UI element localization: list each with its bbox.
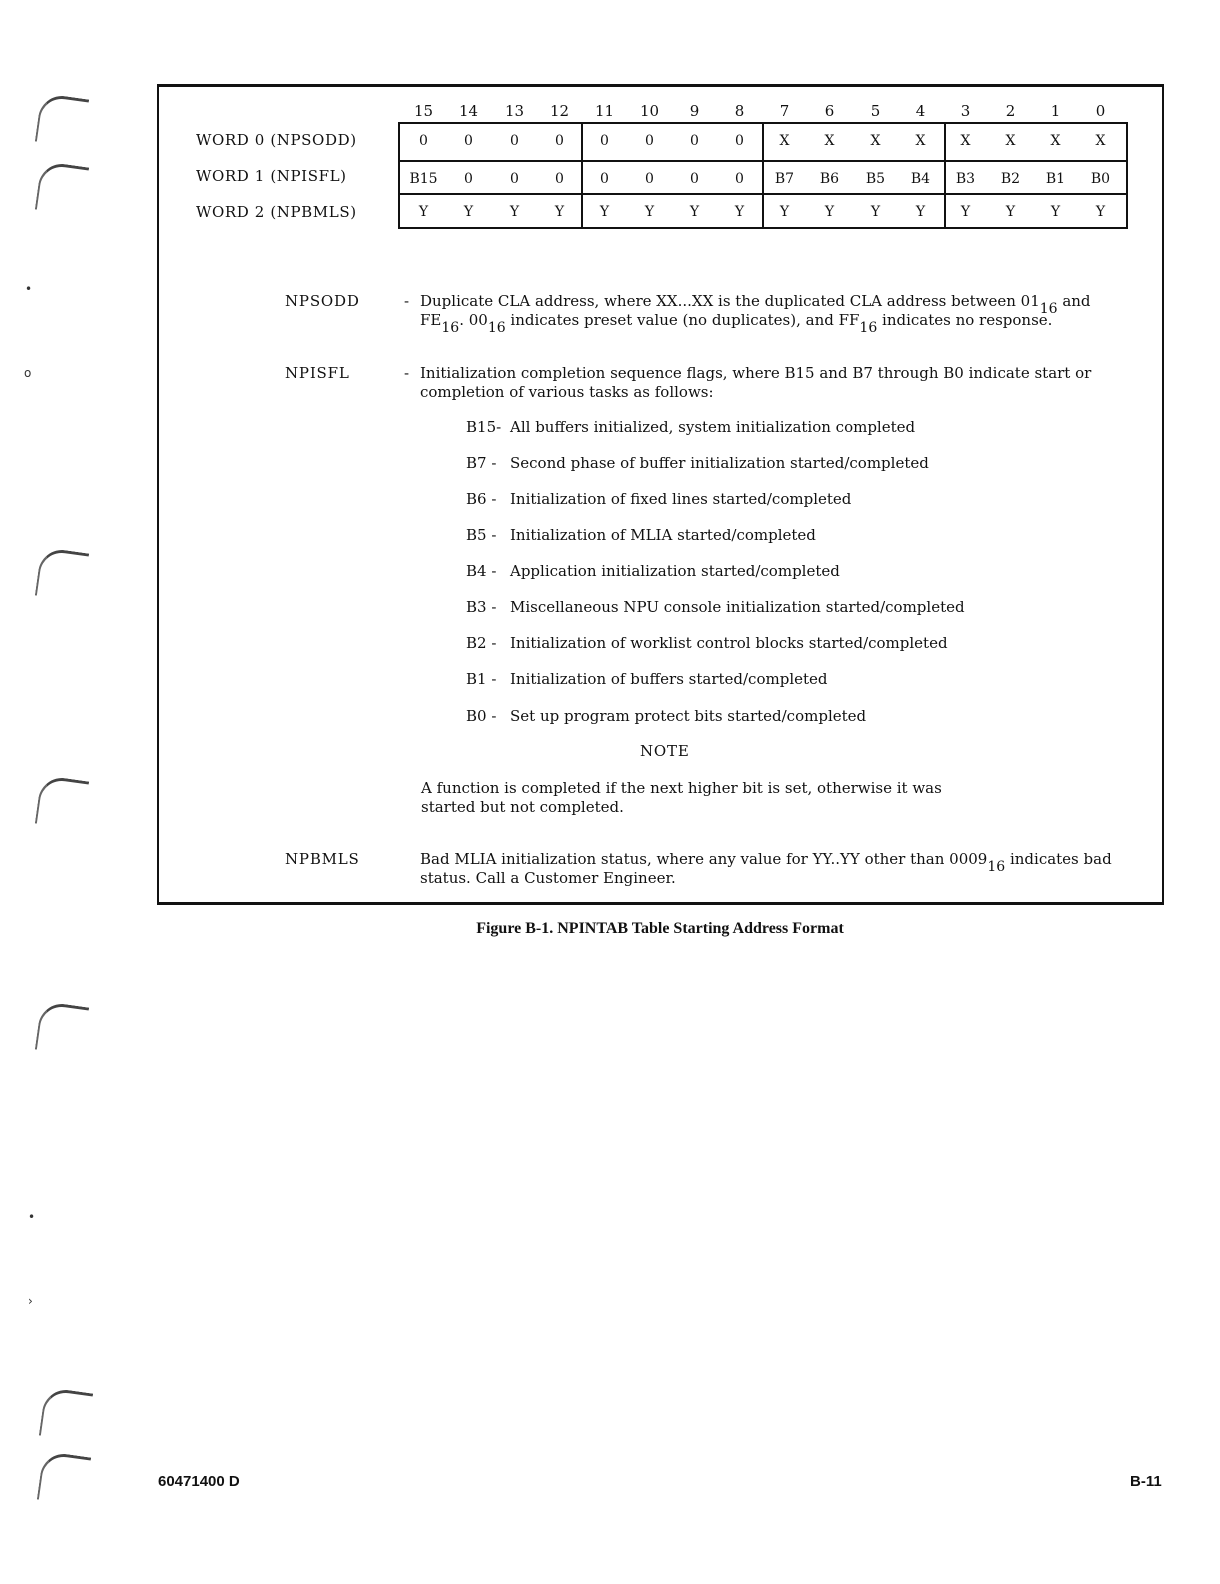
- flag-id: B6 -: [466, 490, 497, 508]
- bit-cell: B15: [409, 171, 438, 187]
- flag-id: B0 -: [466, 707, 497, 725]
- bit-cell: B6: [819, 171, 840, 187]
- flag-id: B1 -: [466, 670, 497, 688]
- scan-speck: •: [28, 1210, 36, 1224]
- npbmls-subscript: 16: [987, 859, 1006, 875]
- bit-cell: 0: [555, 133, 564, 149]
- npisfl-body: Initialization completion sequence flags, where B15 and B7 through B0 indicate start or completion of various tasks as follows:: [420, 364, 1092, 401]
- bit-layout-grid: [398, 122, 1128, 229]
- flag-id: B7 -: [466, 454, 497, 472]
- npsodd-subscript-1: 16: [1039, 301, 1058, 317]
- bit-number: 14: [458, 102, 479, 120]
- bit-number: 2: [1005, 102, 1016, 120]
- bit-number: 12: [549, 102, 570, 120]
- bit-cell: X: [1005, 133, 1016, 149]
- binder-hole-mark: [35, 547, 89, 602]
- bit-cell: 0: [464, 133, 473, 149]
- flag-text: Application initialization started/completed: [510, 562, 840, 580]
- binder-hole-mark: [35, 93, 89, 148]
- npisfl-dash: -: [404, 364, 410, 382]
- flag-text: Set up program protect bits started/completed: [510, 707, 867, 725]
- bit-cell: Y: [779, 204, 790, 220]
- bit-cell: 0: [645, 133, 654, 149]
- term-npbmls: NPBMLS: [285, 850, 360, 868]
- flag-text: Initialization of fixed lines started/completed: [510, 490, 852, 508]
- flag-text: All buffers initialized, system initialization completed: [510, 418, 916, 436]
- bit-cell: Y: [1050, 204, 1061, 220]
- bit-cell: Y: [554, 204, 565, 220]
- flag-text: Miscellaneous NPU console initialization started/completed: [510, 598, 965, 616]
- bit-cell: Y: [418, 204, 429, 220]
- bit-cell: Y: [509, 204, 520, 220]
- bit-number: 3: [960, 102, 971, 120]
- bit-cell: Y: [1095, 204, 1106, 220]
- bit-cell: Y: [1005, 204, 1016, 220]
- flag-item: [466, 598, 965, 616]
- bit-cell: B1: [1045, 171, 1066, 187]
- scan-speck: o: [24, 366, 32, 380]
- word-2-label: WORD 2 (NPBMLS): [196, 203, 357, 221]
- bit-cell: B0: [1090, 171, 1111, 187]
- binder-hole-mark: [37, 1451, 91, 1506]
- bit-number: 8: [734, 102, 745, 120]
- bit-number: 15: [413, 102, 434, 120]
- binder-hole-mark: [35, 1001, 89, 1056]
- bit-cell: 0: [555, 171, 564, 187]
- bit-cell: X: [915, 133, 926, 149]
- bit-number: 9: [689, 102, 700, 120]
- npsodd-text-3: . 00: [459, 311, 488, 329]
- npsodd-subscript-4: 16: [859, 320, 878, 336]
- flag-text: Initialization of worklist control blocks started/completed: [510, 634, 948, 652]
- bit-cell: X: [779, 133, 790, 149]
- flag-id: B5 -: [466, 526, 497, 544]
- bit-cell: Y: [463, 204, 474, 220]
- term-npsodd: NPSODD: [285, 292, 360, 310]
- bit-number: 11: [594, 102, 615, 120]
- flag-item: [466, 418, 915, 436]
- bit-cell: Y: [689, 204, 700, 220]
- npisfl-description: [404, 364, 1134, 401]
- bit-cell: B7: [774, 171, 795, 187]
- page-number: B-11: [1130, 1473, 1162, 1490]
- npbmls-text-2: indicates bad status. Call a Customer Engineer.: [420, 850, 1112, 887]
- flag-item: [466, 454, 929, 472]
- bit-cell: X: [960, 133, 971, 149]
- flag-item: [466, 707, 866, 725]
- bit-cell: 0: [645, 171, 654, 187]
- flag-id: B3 -: [466, 598, 497, 616]
- flag-text: Initialization of MLIA started/completed: [510, 526, 816, 544]
- bit-number: 10: [639, 102, 660, 120]
- note-title: NOTE: [640, 742, 690, 760]
- bit-number: 13: [504, 102, 525, 120]
- npsodd-text-4: indicates preset value (no duplicates), and FF: [505, 311, 860, 329]
- npsodd-body: [420, 292, 1134, 336]
- bit-cell: X: [824, 133, 835, 149]
- bit-cell: 0: [600, 171, 609, 187]
- bit-number: 5: [870, 102, 881, 120]
- bit-cell: 0: [419, 133, 428, 149]
- bit-number: 1: [1050, 102, 1061, 120]
- flag-id: B4 -: [466, 562, 497, 580]
- bit-cell: 0: [690, 133, 699, 149]
- flag-item: [466, 490, 851, 508]
- flag-item: [466, 670, 828, 688]
- npsodd-subscript-2: 16: [441, 320, 460, 336]
- scan-speck: •: [25, 282, 33, 296]
- bit-cell: 0: [600, 133, 609, 149]
- word-0-label: WORD 0 (NPSODD): [196, 131, 357, 149]
- bit-cell: B5: [865, 171, 886, 187]
- npsodd-text-5: indicates no response.: [877, 311, 1053, 329]
- bit-number: 6: [824, 102, 835, 120]
- npsodd-text-1: Duplicate CLA address, where XX...XX is the duplicated CLA address between 01: [420, 292, 1040, 310]
- flag-id: B15-: [466, 418, 502, 436]
- bit-cell: B3: [955, 171, 976, 187]
- bit-cell: Y: [599, 204, 610, 220]
- document-number: 60471400 D: [158, 1473, 240, 1490]
- bit-cell: X: [870, 133, 881, 149]
- bit-cell: 0: [510, 171, 519, 187]
- flag-id: B2 -: [466, 634, 497, 652]
- bit-cell: 0: [510, 133, 519, 149]
- npbmls-text-1: Bad MLIA initialization status, where any value for YY..YY other than 0009: [420, 850, 988, 868]
- bit-cell: 0: [735, 171, 744, 187]
- word-1-label: WORD 1 (NPISFL): [196, 167, 347, 185]
- flag-text: Initialization of buffers started/completed: [510, 670, 828, 688]
- bit-cell: X: [1050, 133, 1061, 149]
- bit-cell: Y: [734, 204, 745, 220]
- bit-cell: Y: [824, 204, 835, 220]
- bit-cell: Y: [870, 204, 881, 220]
- flag-item: [466, 562, 840, 580]
- bit-cell: Y: [915, 204, 926, 220]
- npsodd-subscript-3: 16: [487, 320, 506, 336]
- bit-cell: Y: [644, 204, 655, 220]
- nibble-separator: [762, 124, 764, 227]
- bit-cell: 0: [464, 171, 473, 187]
- flag-item: [466, 634, 948, 652]
- nibble-separator: [944, 124, 946, 227]
- bit-cell: 0: [735, 133, 744, 149]
- bit-number: 7: [779, 102, 790, 120]
- npsodd-text-2: and FE: [420, 292, 1091, 329]
- bit-cell: Y: [960, 204, 971, 220]
- term-npisfl: NPISFL: [285, 364, 350, 382]
- nibble-separator: [581, 124, 583, 227]
- npsodd-dash: -: [404, 292, 410, 310]
- note-text: A function is completed if the next higher bit is set, otherwise it was started but not completed.: [421, 779, 942, 816]
- npsodd-description: [404, 292, 1134, 336]
- bit-number: 0: [1095, 102, 1106, 120]
- bit-cell: X: [1095, 133, 1106, 149]
- bit-cell: 0: [690, 171, 699, 187]
- npbmls-description: [420, 850, 1134, 888]
- flag-text: Second phase of buffer initialization started/completed: [510, 454, 929, 472]
- binder-hole-mark: [35, 161, 89, 216]
- flag-item: [466, 526, 816, 544]
- figure-caption: Figure B-1. NPINTAB Table Starting Address Format: [476, 920, 844, 937]
- bit-cell: B4: [910, 171, 931, 187]
- bit-number: 4: [915, 102, 926, 120]
- binder-hole-mark: [35, 775, 89, 830]
- scan-speck: ›: [28, 1294, 33, 1308]
- bit-cell: B2: [1000, 171, 1021, 187]
- binder-hole-mark: [39, 1387, 93, 1442]
